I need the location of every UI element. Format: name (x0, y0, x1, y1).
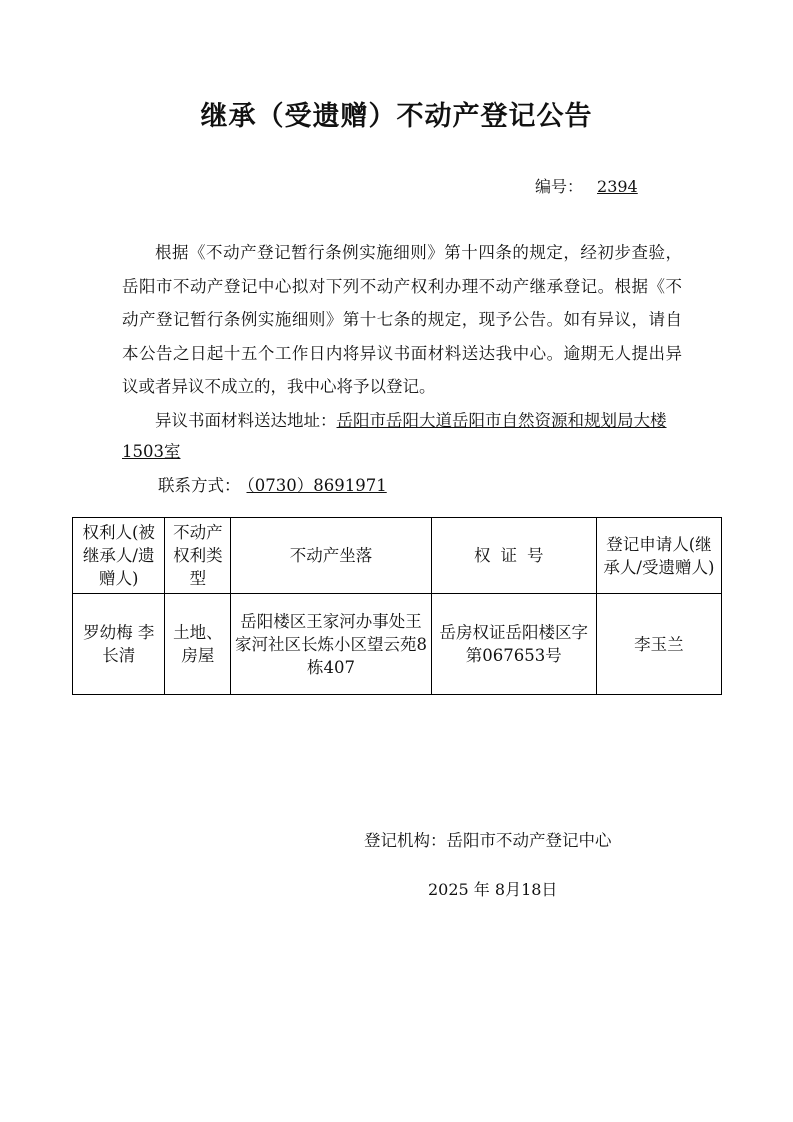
doc-number-label: 编号： (535, 177, 584, 196)
header-location: 不动产坐落 (231, 518, 431, 594)
cell-applicant: 李玉兰 (596, 594, 721, 695)
cell-certificate: 岳房权证岳阳楼区字第067653号 (431, 594, 596, 695)
table-row (73, 594, 722, 695)
registration-table (72, 517, 722, 695)
contact-info (158, 472, 413, 496)
contact-label: 联系方式： (158, 476, 241, 495)
header-owner: 权利人(被继承人/遗赠人) (73, 518, 165, 594)
cell-property-type: 土地、房屋 (165, 594, 231, 695)
header-property-type: 不动产权利类型 (165, 518, 231, 594)
header-applicant: 登记申请人(继承人/受遗赠人) (596, 518, 721, 594)
agency-label: 登记机构： (364, 831, 447, 850)
objection-address (122, 405, 682, 467)
header-certificate: 权证号 (431, 518, 596, 594)
contact-phone: （0730）8691971 (246, 476, 387, 495)
objection-address-value: 岳阳市岳阳大道岳阳市自然资源和规划局大楼1503室 (122, 411, 667, 461)
agency-name: 岳阳市不动产登记中心 (446, 831, 612, 850)
registration-agency (364, 827, 612, 851)
objection-address-label: 异议书面材料送达地址： (155, 411, 337, 430)
table-header-row (73, 518, 722, 594)
doc-number-value: 2394 (597, 177, 638, 196)
cell-owner: 罗幼梅 李长清 (73, 594, 165, 695)
notice-title: 继承（受遗赠）不动产登记公告 (200, 101, 593, 132)
cell-location: 岳阳楼区王家河办事处王家河社区长炼小区望云苑8栋407 (231, 594, 431, 695)
doc-number (535, 174, 638, 197)
notice-body-paragraph: 根据《不动产登记暂行条例实施细则》第十四条的规定，经初步查验，岳阳市不动产登记中心拟对下列不动产权利办理不动产继承登记。根据《不动产登记暂行条例实施细则》第十七条的规定，现予公告。如有异议，请自本公告之日起十五个工作日内将异议书面材料送达我中心。逾期无人提出异议或者异议不成立的，我中心将予以登记。 (122, 243, 682, 397)
notice-date: 2025 年 8月18日 (428, 880, 558, 899)
